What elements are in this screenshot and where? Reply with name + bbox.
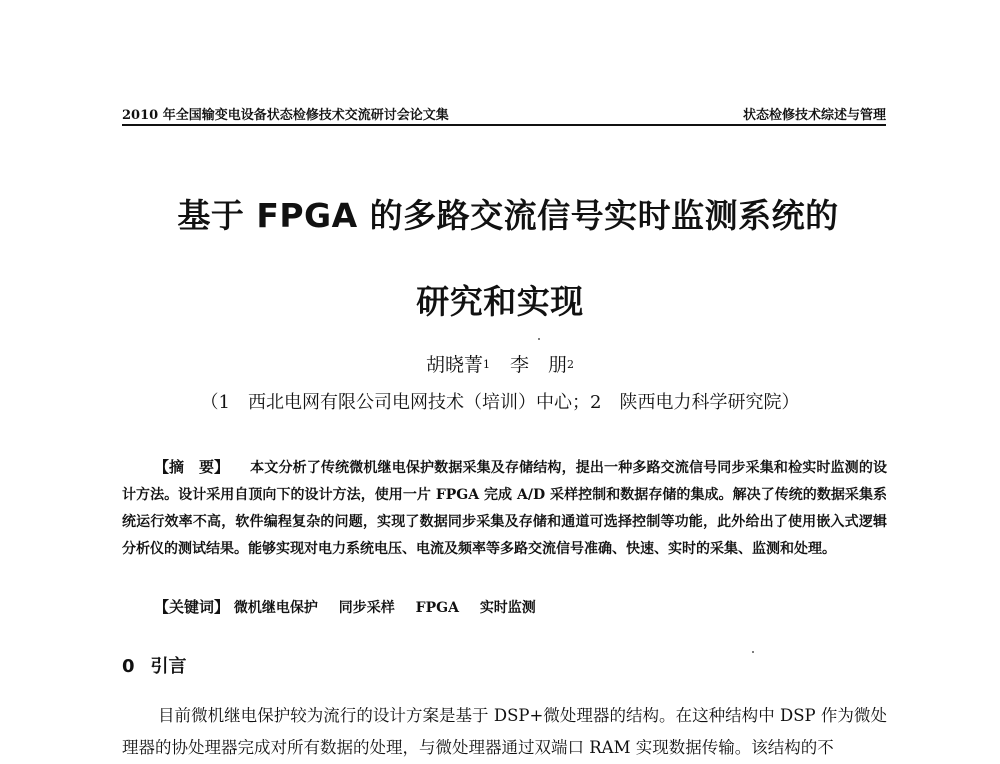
keyword: FPGA (415, 600, 459, 616)
paper-title-line-2: 研究和实现 (416, 282, 584, 321)
author-list (0, 350, 1000, 377)
abstract-label: 【摘 要】 (154, 458, 230, 476)
running-header (122, 102, 886, 126)
keywords-label: 【关键词】 (154, 598, 230, 616)
section-number: 0 (122, 656, 135, 677)
abstract-text: 本文分析了传统微机继电保护数据采集及存储结构，提出一种多路交流信号同步采集和检实时监测的设计方法。设计采用自顶向下的设计方法，使用一片 FPGA 完成 A/D 采样控制和数据存储的集成。解决了传统的数据采集系统运行效率不高，软件编程复杂的问题，实现了数据同步采集及存储和通道可选择控制等功能，此外给出了使用嵌入式逻辑分析仪的测试结果。能够实现对电力系统电压、电流及频率等多路交流信号准确、快速、实时的采集、监测和处理。 (122, 460, 887, 557)
keywords (154, 596, 552, 617)
header-section-title: 状态检修技术综述与管理 (742, 108, 886, 123)
scan-speck (752, 651, 754, 653)
author-affiliations: （1 西北电网有限公司电网技术（培训）中心；2 陕西电力科学研究院） (200, 392, 800, 413)
keyword: 实时监测 (479, 600, 536, 616)
author-affiliation-mark: 1 (483, 358, 490, 371)
author-name: 李 朋 (510, 354, 568, 376)
body-paragraph-text: 目前微机继电保护较为流行的设计方案是基于 DSP+微处理器的结构。在这种结构中 DSP 作为微处理器的协处理器完成对所有数据的处理，与微处理器通过双端口 RAM 实现数据传输。该结构的不 (122, 706, 887, 757)
author-affiliation-mark: 2 (567, 358, 575, 371)
keyword: 同步采样 (338, 600, 395, 616)
paper-title-line-1: 基于 FPGA 的多路交流信号实时监测系统的 (177, 196, 839, 235)
body-paragraph (122, 700, 887, 764)
header-proceedings-title: 2010 年全国输变电设备状态检修技术交流研讨会论文集 (122, 108, 449, 123)
author-name: 胡晓菁 (425, 354, 483, 376)
section-title: 引言 (150, 656, 187, 677)
section-heading-introduction (122, 652, 187, 678)
keyword: 微机继电保护 (233, 600, 318, 616)
abstract (122, 454, 887, 563)
scan-speck (538, 338, 540, 340)
